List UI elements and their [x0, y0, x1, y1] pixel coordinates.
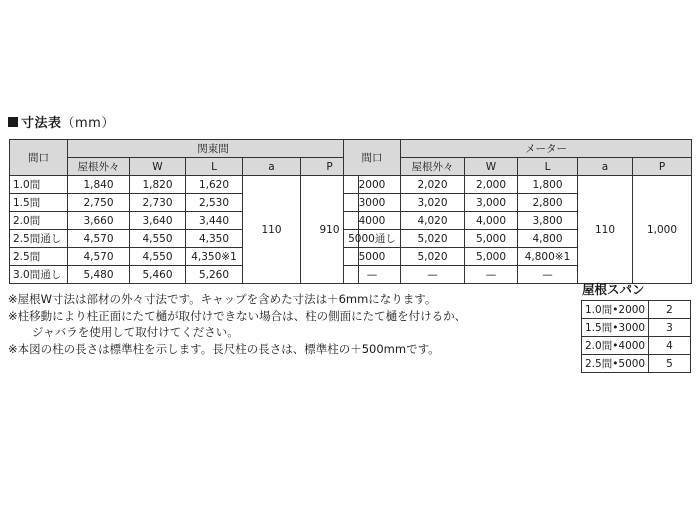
cell-l: 4,350※1 — [186, 248, 243, 266]
header-yane: 屋根外々 — [401, 158, 465, 176]
span-value: 5 — [649, 355, 691, 373]
cell-yane: 2,750 — [68, 194, 130, 212]
cell-l: 1,620 — [186, 176, 243, 194]
table-row — [10, 176, 359, 194]
cell-maguchi: 2.0間 — [10, 212, 68, 230]
cell-maguchi: 4000 — [344, 212, 401, 230]
cell-maguchi: 1.0間 — [10, 176, 68, 194]
cell-a-merged: 110 — [243, 176, 301, 284]
cell-l: 3,440 — [186, 212, 243, 230]
cell-maguchi: 2.5間 — [10, 248, 68, 266]
cell-l: 4,800※1 — [518, 248, 578, 266]
cell-w: 5,000 — [465, 248, 518, 266]
cell-yane: 2,020 — [401, 176, 465, 194]
cell-yane: — — [401, 266, 465, 284]
header-w: W — [465, 158, 518, 176]
cell-maguchi: 1.5間 — [10, 194, 68, 212]
cell-yane: 4,570 — [68, 230, 130, 248]
header-a: a — [578, 158, 633, 176]
cell-w: 2,000 — [465, 176, 518, 194]
header-p: P — [633, 158, 692, 176]
header-w: W — [130, 158, 186, 176]
cell-maguchi: 5000通し — [344, 230, 401, 248]
span-value: 2 — [649, 301, 691, 319]
cell-maguchi: — — [344, 266, 401, 284]
cell-w: 5,000 — [465, 230, 518, 248]
note-line: ※屋根W寸法は部材の外々寸法です。キャップを含めた寸法は＋6mmになります。 — [8, 292, 437, 306]
header-p: P — [301, 158, 359, 176]
cell-yane: 3,660 — [68, 212, 130, 230]
cell-yane: 3,020 — [401, 194, 465, 212]
cell-w: 3,000 — [465, 194, 518, 212]
cell-l: 4,800 — [518, 230, 578, 248]
cell-l: 2,530 — [186, 194, 243, 212]
title-unit: （mm） — [61, 116, 115, 131]
cell-yane: 5,020 — [401, 248, 465, 266]
cell-w: — — [465, 266, 518, 284]
note-line: ジャバラを使用して取付けてください。 — [32, 325, 239, 339]
cell-w: 4,550 — [130, 248, 186, 266]
cell-maguchi: 2000 — [344, 176, 401, 194]
span-label: 1.0間•2000 — [582, 301, 649, 319]
header-a: a — [243, 158, 301, 176]
cell-w: 2,730 — [130, 194, 186, 212]
cell-w: 3,640 — [130, 212, 186, 230]
cell-yane: 4,570 — [68, 248, 130, 266]
note-line: ※柱移動により柱正面にたて樋が取付けできない場合は、柱の側面にたて樋を付けるか、 — [8, 308, 467, 323]
header-l: L — [186, 158, 243, 176]
cell-maguchi: 3.0間通し — [10, 266, 68, 284]
cell-a-merged: 110 — [578, 176, 633, 284]
table-row — [582, 301, 691, 319]
cell-l: 4,350 — [186, 230, 243, 248]
header-l: L — [518, 158, 578, 176]
cell-l: 3,800 — [518, 212, 578, 230]
header-maguchi: 間口 — [10, 140, 68, 176]
cell-p-merged: 1,000 — [633, 176, 692, 284]
cell-w: 4,550 — [130, 230, 186, 248]
cell-w: 4,000 — [465, 212, 518, 230]
cell-yane: 5,480 — [68, 266, 130, 284]
square-bullet-icon — [8, 117, 18, 127]
span-label: 1.5間•3000 — [582, 319, 649, 337]
cell-l: 1,800 — [518, 176, 578, 194]
span-value: 4 — [649, 337, 691, 355]
table-row — [582, 337, 691, 355]
table-row — [582, 319, 691, 337]
cell-w: 1,820 — [130, 176, 186, 194]
cell-l: 5,260 — [186, 266, 243, 284]
cell-yane: 1,840 — [68, 176, 130, 194]
cell-maguchi: 3000 — [344, 194, 401, 212]
cell-l: 2,800 — [518, 194, 578, 212]
table-row — [344, 176, 692, 194]
cell-maguchi: 5000 — [344, 248, 401, 266]
cell-w: 5,460 — [130, 266, 186, 284]
table-title — [8, 112, 115, 131]
cell-yane: 5,020 — [401, 230, 465, 248]
cell-p-merged: 910 — [301, 176, 359, 284]
header-group-meter: メーター — [401, 140, 692, 158]
title-main: 寸法表 — [21, 116, 62, 131]
cell-l: — — [518, 266, 578, 284]
kanto-dimension-table — [9, 139, 359, 284]
span-label: 2.0間•4000 — [582, 337, 649, 355]
span-label: 2.5間•5000 — [582, 355, 649, 373]
header-yane: 屋根外々 — [68, 158, 130, 176]
cell-yane: 4,020 — [401, 212, 465, 230]
notes — [8, 291, 466, 357]
note-line: ※本図の柱の長さは標準柱を示します。長尺柱の長さは、標準柱の＋500mmです。 — [8, 341, 440, 356]
roof-span-table — [581, 300, 691, 373]
span-title: 屋根スパン — [582, 282, 645, 297]
header-maguchi: 間口 — [344, 140, 401, 176]
header-group-kanto: 関東間 — [68, 140, 359, 158]
meter-dimension-table — [343, 139, 692, 284]
table-row — [582, 355, 691, 373]
cell-maguchi: 2.5間通し — [10, 230, 68, 248]
span-value: 3 — [649, 319, 691, 337]
